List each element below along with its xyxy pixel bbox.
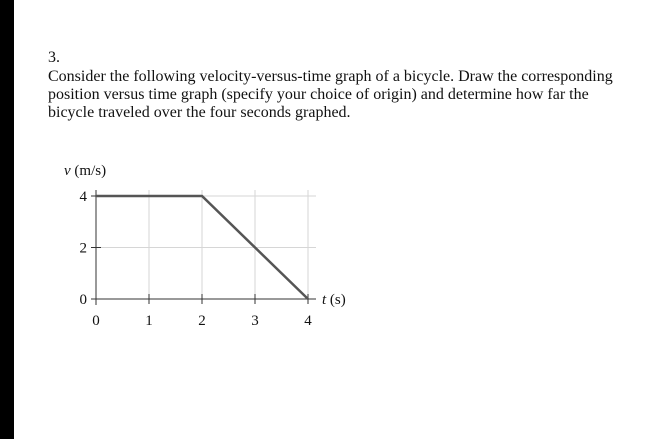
x-tick-label-0: 0 [92,313,100,329]
x-tick-label-4: 4 [304,313,312,329]
ticks [91,196,308,304]
x-tick-label-2: 2 [198,313,206,329]
y-tick-label-2: 4 [79,189,87,205]
axis-labels [64,163,346,329]
x-axis-title: t (s) [322,292,346,308]
problem-number: 3. [48,49,60,66]
problem-text-line-2: position versus time graph (specify your choice of origin) and determine how far the [48,86,589,103]
grid-lines [96,190,316,299]
x-tick-label-1: 1 [145,313,153,329]
x-tick-label-3: 3 [251,313,259,329]
y-axis-title: v (m/s) [64,163,107,179]
problem-text-line-3: bicycle traveled over the four seconds graphed. [48,104,351,121]
y-tick-label-0: 0 [79,292,87,308]
problem-text-line-1: Consider the following velocity-versus-time graph of a bicycle. Draw the corresponding [48,68,613,85]
y-tick-label-1: 2 [79,240,87,257]
